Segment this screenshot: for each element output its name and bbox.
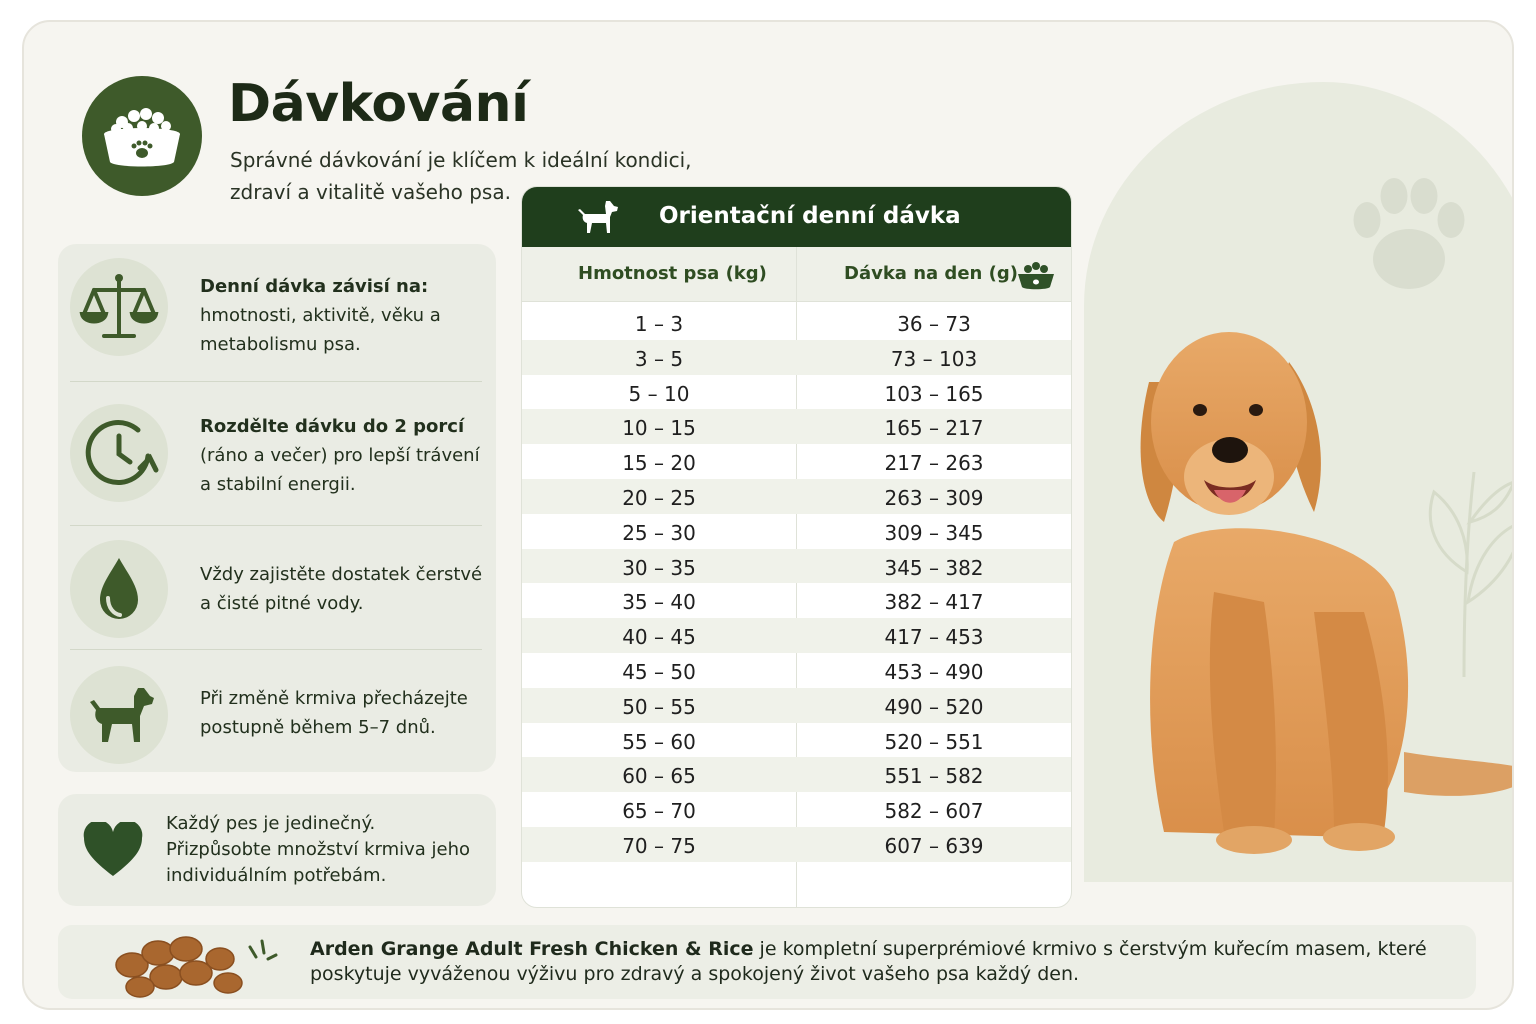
dose-cell: 263 – 309 [884,485,984,510]
note-text: Každý pes je jedinečný. Přizpůsobte množství krmiva jeho individuálním potřebám. [166,813,471,886]
dose-cell: 520 – 551 [884,729,984,754]
dose-cell: 453 – 490 [884,659,984,684]
scale-icon [70,258,168,356]
table-body [522,305,1072,862]
weight-cell: 60 – 65 [622,764,696,789]
dose-cell: 103 – 165 [884,381,984,406]
column-header-dose: Dávka na den (g) [844,263,1018,284]
golden-retriever-illustration [1104,292,1514,872]
dose-cell: 309 – 345 [884,520,984,545]
tip-split-portions-body: (ráno a večer) pro lepší trávení a stabilní energii. [200,445,480,495]
dose-cell: 551 – 582 [884,764,984,789]
tip-divider [70,381,482,382]
water-drop-icon [70,540,168,638]
dog-icon [572,197,620,237]
weight-cell: 3 – 5 [634,346,684,371]
tip-divider [70,649,482,650]
dose-cell: 582 – 607 [884,799,984,824]
note-panel [58,794,496,906]
table-row [522,583,1072,618]
weight-cell: 1 – 3 [634,312,684,336]
dog-bowl-icon [82,76,202,196]
clock-icon [70,404,168,502]
product-brand: Arden Grange Adult Fresh Chicken & Rice [310,938,754,960]
dose-cell: 490 – 520 [884,694,984,719]
tip-divider [70,525,482,526]
dog-bowl-icon [1016,259,1056,291]
dose-cell: 165 – 217 [884,416,984,441]
weight-cell: 35 – 40 [622,590,696,615]
tips-panel [58,244,496,772]
dog-icon [70,666,168,764]
footer-text [310,937,1460,987]
column-header-weight: Hmotnost psa (kg) [578,263,767,284]
dose-cell: 73 – 103 [890,346,978,371]
table-row [522,305,1072,340]
dose-cell: 417 – 453 [884,625,984,650]
dose-cell: 36 – 73 [897,312,971,336]
table-row [522,723,1072,758]
table-row [522,340,1072,375]
weight-cell: 30 – 35 [622,555,696,580]
tip-daily-dose-body: hmotnosti, aktivitě, věku a metabolismu psa. [200,305,441,355]
table-row [522,757,1072,792]
weight-cell: 15 – 20 [622,451,696,476]
weight-cell: 40 – 45 [622,625,696,650]
heart-icon [82,822,144,878]
table-row [522,479,1072,514]
kibble-icon [110,929,340,999]
page-title: Dávkování [228,74,529,134]
dosage-table [521,186,1072,908]
tip-daily-dose-bold: Denní dávka závisí na: [200,276,429,297]
table-row [522,514,1072,549]
weight-cell: 50 – 55 [622,694,696,719]
dose-cell: 345 – 382 [884,555,984,580]
product-description: je kompletní superprémiové krmivo s čerstvým kuřecím masem, které poskytuje vyváženou výživu pro zdravý a spokojený život vašeho psa každý den. [310,938,1427,985]
table-column-headers [522,247,1072,302]
table-row [522,653,1072,688]
table-row [522,792,1072,827]
weight-cell: 70 – 75 [622,833,696,858]
product-footer [58,925,1476,999]
tip-split-portions-bold: Rozdělte dávku do 2 porcí [200,416,465,437]
dose-cell: 382 – 417 [884,590,984,615]
table-row [522,827,1072,862]
tip-daily-dose-text [200,272,490,359]
table-row [522,409,1072,444]
table-row [522,444,1072,479]
tip-split-portions-text [200,412,490,499]
weight-cell: 20 – 25 [622,485,696,510]
table-row [522,549,1072,584]
table-row [522,618,1072,653]
dose-cell: 217 – 263 [884,451,984,476]
paw-print-icon [1334,157,1484,307]
table-header [522,187,1072,247]
weight-cell: 5 – 10 [628,381,690,406]
tip-food-change-text: Při změně krmiva přecházejte postupně během 5–7 dnů. [200,688,468,738]
table-row [522,375,1072,410]
tip-water-text: Vždy zajistěte dostatek čerstvé a čisté pitné vody. [200,564,483,614]
weight-cell: 45 – 50 [622,659,696,684]
table-title: Orientační denní dávka [659,203,961,229]
weight-cell: 25 – 30 [622,520,696,545]
weight-cell: 65 – 70 [622,799,696,824]
dose-cell: 607 – 639 [884,833,984,858]
weight-cell: 55 – 60 [622,729,696,754]
weight-cell: 10 – 15 [622,416,696,441]
table-row [522,688,1072,723]
page-subtitle: Správné dávkování je klíčem k ideální kondici, zdraví a vitalitě vašeho psa. [230,148,692,204]
